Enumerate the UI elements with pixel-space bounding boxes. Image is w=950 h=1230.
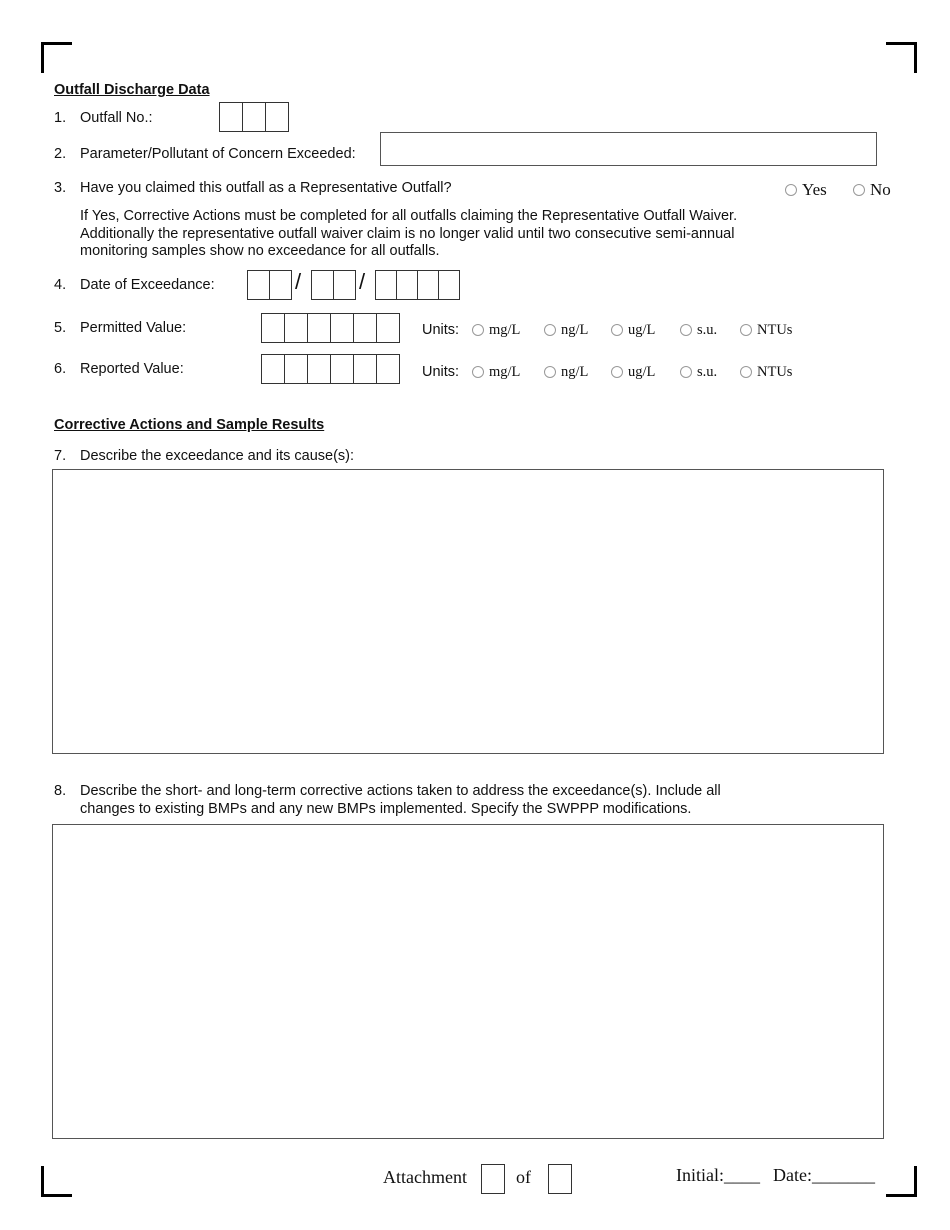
year-field[interactable] [375,270,460,300]
q3-label: Have you claimed this outfall as a Representative Outfall? [80,180,452,196]
q3-number: 3. [54,180,67,196]
q6-number: 6. [54,361,67,377]
q8-line: changes to existing BMPs and any new BMPs implemented. Specify the SWPPP modifications. [80,800,692,817]
value-digit[interactable] [377,355,399,383]
pollutant-field[interactable] [380,132,877,166]
section-title-outfall-discharge: Outfall Discharge Data [54,82,210,98]
reported-unit-mgl[interactable] [472,364,520,381]
corrective-actions-textarea[interactable] [52,824,884,1139]
radio-icon[interactable] [544,366,556,378]
q1-label: Outfall No.: [80,110,153,126]
reported-units-label: Units: [422,364,460,380]
permitted-unit-ntus[interactable] [740,322,792,339]
value-digit[interactable] [331,314,354,342]
no-label: No [870,180,891,199]
date-field[interactable]: Date:_______ [773,1165,875,1185]
attachment-label: Attachment [383,1167,467,1187]
q6-label: Reported Value: [80,361,184,377]
permitted-unit-ugl[interactable] [611,322,655,339]
of-label: of [516,1167,531,1187]
outfall-digit-2[interactable] [243,103,266,131]
attachment-number-field[interactable] [481,1164,505,1194]
representative-no-option[interactable] [853,180,891,200]
initial-field[interactable]: Initial:____ [676,1165,760,1185]
year-digit-4[interactable] [439,271,459,299]
q5-number: 5. [54,320,67,336]
q5-label: Permitted Value: [80,320,187,336]
day-digit-1[interactable] [312,271,334,299]
attachment-total-field[interactable] [548,1164,572,1194]
year-digit-3[interactable] [418,271,439,299]
representative-note [80,208,800,261]
outfall-digit-3[interactable] [266,103,288,131]
q2-label: Parameter/Pollutant of Concern Exceeded: [80,146,356,162]
unit-label: s.u. [697,364,718,380]
value-digit[interactable] [354,314,377,342]
corner-mark-top-left [41,42,72,73]
radio-icon[interactable] [544,324,556,336]
day-digit-2[interactable] [334,271,355,299]
note-line: If Yes, Corrective Actions must be completed for all outfalls claiming the Representative Outfall Waiver. [80,208,738,224]
radio-icon[interactable] [472,324,484,336]
radio-icon[interactable] [785,184,797,196]
date-separator: / [295,269,302,294]
month-digit-2[interactable] [270,271,291,299]
note-line: Additionally the representative outfall waiver claim is no longer valid until two consecutive semi-annual [80,225,735,242]
value-digit[interactable] [354,355,377,383]
section-title-corrective-actions: Corrective Actions and Sample Results [54,417,325,433]
permitted-unit-mgl[interactable] [472,322,520,339]
radio-icon[interactable] [740,366,752,378]
unit-label: mg/L [489,364,521,380]
radio-icon[interactable] [611,324,623,336]
year-digit-2[interactable] [397,271,418,299]
permitted-value-field[interactable] [261,313,400,343]
reported-unit-ugl[interactable] [611,364,655,381]
value-digit[interactable] [285,355,308,383]
radio-icon[interactable] [853,184,865,196]
q8-label [80,783,840,818]
unit-label: NTUs [757,322,793,338]
radio-icon[interactable] [740,324,752,336]
permitted-unit-su[interactable] [680,322,717,339]
q7-number: 7. [54,448,67,464]
value-digit[interactable] [308,314,331,342]
value-digit[interactable] [262,355,285,383]
value-digit[interactable] [262,314,285,342]
q4-label: Date of Exceedance: [80,277,215,293]
outfall-number-field[interactable] [219,102,289,132]
exceedance-description-textarea[interactable] [52,469,884,754]
representative-yes-option[interactable] [785,180,827,200]
year-digit-1[interactable] [376,271,397,299]
outfall-digit-1[interactable] [220,103,243,131]
unit-label: ug/L [628,364,656,380]
unit-label: ng/L [561,322,589,338]
permitted-units-label: Units: [422,322,460,338]
value-digit[interactable] [377,314,399,342]
radio-icon[interactable] [680,324,692,336]
unit-label: mg/L [489,322,521,338]
reported-unit-ngl[interactable] [544,364,588,381]
radio-icon[interactable] [611,366,623,378]
unit-label: s.u. [697,322,718,338]
month-digit-1[interactable] [248,271,270,299]
value-digit[interactable] [308,355,331,383]
radio-icon[interactable] [472,366,484,378]
q4-number: 4. [54,277,67,293]
reported-unit-su[interactable] [680,364,717,381]
reported-unit-ntus[interactable] [740,364,792,381]
reported-value-field[interactable] [261,354,400,384]
unit-label: NTUs [757,364,793,380]
q7-label: Describe the exceedance and its cause(s): [80,448,355,464]
date-separator: / [359,269,366,294]
q8-line: Describe the short- and long-term corrective actions taken to address the exceedance(s). Include all [80,783,721,799]
value-digit[interactable] [285,314,308,342]
unit-label: ug/L [628,322,656,338]
q2-number: 2. [54,146,67,162]
corner-mark-bottom-left [41,1166,72,1197]
radio-icon[interactable] [680,366,692,378]
unit-label: ng/L [561,364,589,380]
day-field[interactable] [311,270,356,300]
value-digit[interactable] [331,355,354,383]
yes-label: Yes [802,180,827,199]
month-field[interactable] [247,270,292,300]
q1-number: 1. [54,110,67,126]
q8-number: 8. [54,783,67,799]
permitted-unit-ngl[interactable] [544,322,588,339]
corner-mark-bottom-right [886,1166,917,1197]
note-line: monitoring samples show no exceedance for all outfalls. [80,243,440,259]
corner-mark-top-right [886,42,917,73]
